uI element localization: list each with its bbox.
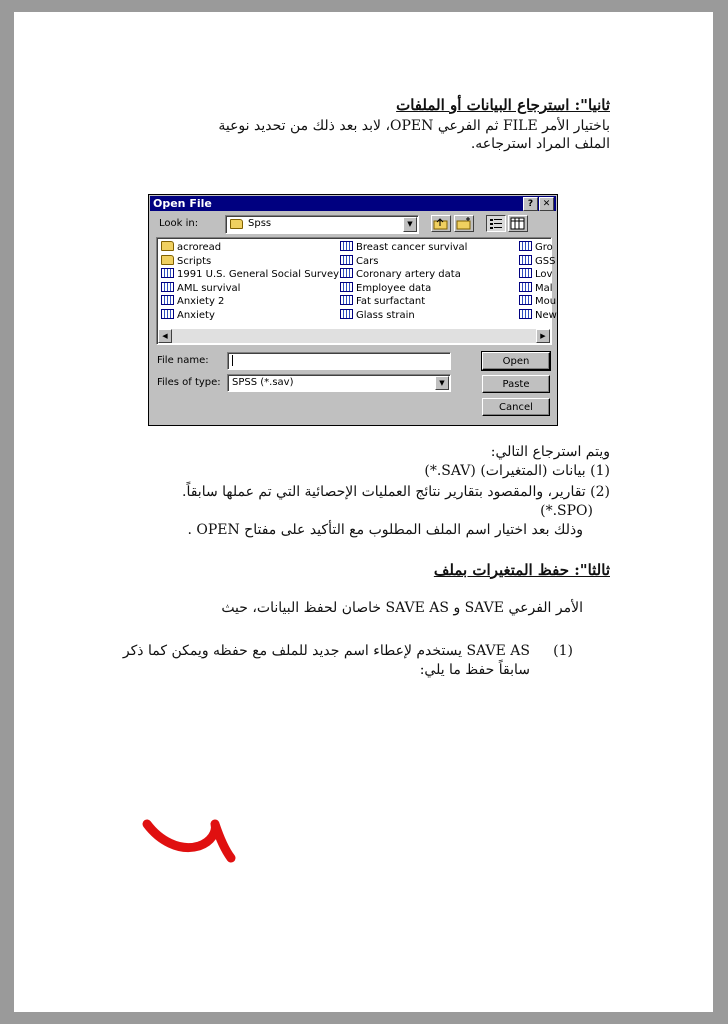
list-item[interactable]: Gro bbox=[519, 241, 557, 255]
list-item[interactable]: New bbox=[519, 309, 557, 323]
list-view-icon bbox=[487, 216, 505, 231]
spss-file-icon bbox=[340, 295, 353, 305]
horizontal-scrollbar[interactable] bbox=[158, 329, 550, 343]
scroll-left-icon[interactable]: ◀ bbox=[158, 329, 172, 343]
new-folder-button[interactable] bbox=[454, 215, 474, 232]
folder-icon bbox=[161, 255, 174, 265]
list-item[interactable]: Scripts bbox=[161, 255, 339, 269]
spss-file-icon bbox=[519, 268, 532, 278]
details-view-button[interactable] bbox=[508, 215, 528, 232]
retrieve-item-2-line1: (2) تقارير، والمقصود بتقارير نتائج العمليات الإحصائية التي تم عملها سابقاً. bbox=[182, 484, 610, 500]
spss-file-icon bbox=[519, 282, 532, 292]
file-list[interactable] bbox=[156, 237, 557, 345]
paste-button[interactable]: Paste bbox=[482, 375, 550, 393]
dropdown-arrow-icon[interactable]: ▼ bbox=[435, 376, 449, 390]
spss-file-icon bbox=[340, 268, 353, 278]
list-item[interactable]: Employee data bbox=[340, 282, 467, 296]
retrieve-item-1: (1) بيانات (المتغيرات) (SAV.*) bbox=[424, 463, 610, 479]
scroll-right-icon[interactable]: ▶ bbox=[536, 329, 550, 343]
dropdown-arrow-icon[interactable]: ▼ bbox=[403, 217, 417, 232]
spss-file-icon bbox=[340, 309, 353, 319]
section3-item-1-line1: SAVE AS يستخدم لإعطاء اسم جديد للملف مع حفظه ويمكن كما ذكر bbox=[122, 643, 530, 659]
list-item[interactable]: Mou bbox=[519, 295, 557, 309]
files-of-type-value: SPSS (*.sav) bbox=[232, 377, 294, 388]
file-column-1 bbox=[161, 241, 339, 323]
section3-heading: ثالثا": حفظ المتغيرات بملف bbox=[433, 561, 610, 579]
folder-icon bbox=[230, 219, 243, 229]
list-item[interactable]: 1991 U.S. General Social Survey bbox=[161, 268, 339, 282]
list-item[interactable]: Cars bbox=[340, 255, 467, 269]
look-in-value: Spss bbox=[248, 218, 272, 229]
list-item[interactable]: Anxiety bbox=[161, 309, 339, 323]
list-item[interactable]: Lov bbox=[519, 268, 557, 282]
document-page bbox=[14, 12, 713, 1012]
list-item[interactable]: AML survival bbox=[161, 282, 339, 296]
section2-paragraph-line2: الملف المراد استرجاعه. bbox=[470, 136, 610, 152]
file-name-input[interactable] bbox=[227, 352, 451, 370]
files-of-type-label: Files of type: bbox=[157, 377, 221, 388]
text-caret bbox=[232, 355, 233, 366]
list-item[interactable]: Anxiety 2 bbox=[161, 295, 339, 309]
list-view-button[interactable] bbox=[486, 215, 506, 232]
spss-file-icon bbox=[161, 282, 174, 292]
file-name-label: File name: bbox=[157, 355, 209, 366]
section2-heading: ثانيا": استرجاع البيانات أو الملفات bbox=[396, 96, 610, 114]
list-item[interactable]: Glass strain bbox=[340, 309, 467, 323]
section3-paragraph: الأمر الفرعي SAVE و SAVE AS خاصان لحفظ البيانات، حيث bbox=[221, 600, 583, 616]
up-folder-icon bbox=[432, 216, 450, 231]
list-item[interactable]: GSS bbox=[519, 255, 557, 269]
help-button[interactable]: ? bbox=[523, 197, 538, 211]
folder-icon bbox=[161, 241, 174, 251]
handwritten-page-mark bbox=[139, 802, 249, 872]
section3-item-1-line2: سابقاً حفظ ما يلي: bbox=[419, 662, 530, 678]
list-item[interactable]: Breast cancer survival bbox=[340, 241, 467, 255]
spss-file-icon bbox=[519, 241, 532, 251]
look-in-combo[interactable] bbox=[225, 215, 419, 234]
dialog-titlebar bbox=[150, 196, 556, 211]
retrieve-closing: وذلك بعد اختيار اسم الملف المطلوب مع التأكيد على مفتاح OPEN . bbox=[187, 522, 583, 538]
section3-item-1-number: (1) bbox=[553, 643, 573, 659]
look-in-label: Look in: bbox=[159, 218, 199, 229]
close-button[interactable]: ✕ bbox=[539, 197, 554, 211]
spss-file-icon bbox=[340, 255, 353, 265]
file-column-3 bbox=[519, 241, 557, 323]
list-item[interactable]: Mal bbox=[519, 282, 557, 296]
spss-file-icon bbox=[519, 309, 532, 319]
list-item[interactable]: Fat surfactant bbox=[340, 295, 467, 309]
open-file-dialog bbox=[148, 194, 558, 426]
spss-file-icon bbox=[161, 295, 174, 305]
up-folder-button[interactable] bbox=[431, 215, 451, 232]
retrieve-item-2-line2: (SPO.*) bbox=[540, 503, 593, 519]
file-column-2 bbox=[340, 241, 467, 323]
cancel-button[interactable]: Cancel bbox=[482, 398, 550, 416]
open-button[interactable]: Open bbox=[482, 352, 550, 370]
details-view-icon bbox=[509, 216, 527, 231]
new-folder-icon bbox=[455, 216, 473, 231]
spss-file-icon bbox=[161, 268, 174, 278]
spss-file-icon bbox=[340, 241, 353, 251]
spss-file-icon bbox=[519, 255, 532, 265]
spss-file-icon bbox=[519, 295, 532, 305]
section2-paragraph-line1: باختيار الأمر FILE ثم الفرعي OPEN، لابد بعد ذلك من تحديد نوعية bbox=[218, 118, 610, 134]
spss-file-icon bbox=[161, 309, 174, 319]
list-item[interactable]: acroread bbox=[161, 241, 339, 255]
list-item[interactable]: Coronary artery data bbox=[340, 268, 467, 282]
spss-file-icon bbox=[340, 282, 353, 292]
files-of-type-combo[interactable] bbox=[227, 374, 451, 392]
retrieve-intro: ويتم استرجاع التالي: bbox=[490, 444, 610, 460]
dialog-title: Open File bbox=[153, 197, 212, 210]
